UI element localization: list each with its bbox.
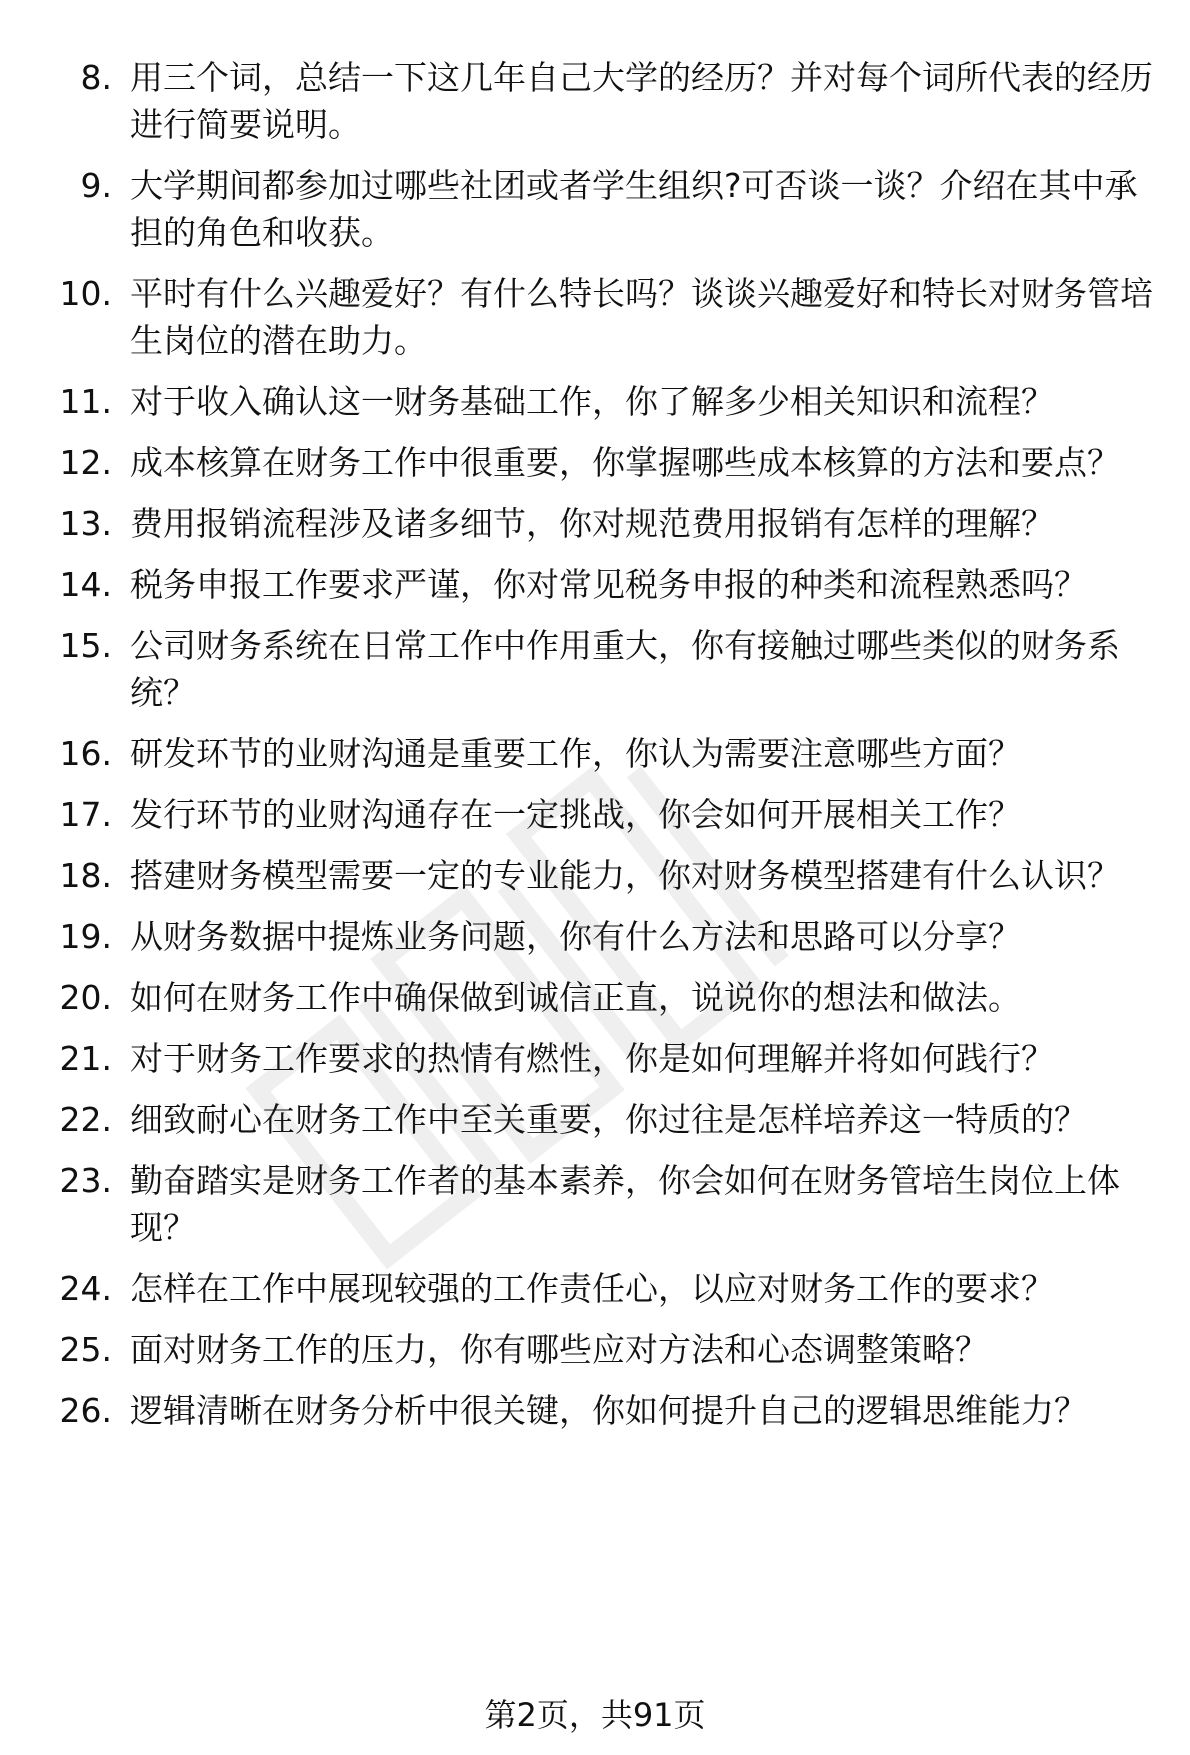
question-number: 11. [59,382,112,421]
question-number: 12. [59,443,112,482]
question-item [56,1265,1166,1312]
question-number: 8. [80,58,112,97]
question-number: 13. [59,504,112,543]
question-text: 平时有什么兴趣爱好？有什么特长吗？谈谈兴趣爱好和特长对财务管培生岗位的潜在助力。 [130,274,1153,360]
question-number: 14. [59,565,112,604]
question-text: 从财务数据中提炼业务问题，你有什么方法和思路可以分享？ [130,917,1021,956]
question-item [56,561,1166,608]
question-item [56,913,1166,960]
question-text: 发行环节的业财沟通存在一定挑战，你会如何开展相关工作？ [130,795,1021,834]
question-text: 面对财务工作的压力，你有哪些应对方法和心态调整策略？ [130,1330,988,1369]
question-item [56,439,1166,486]
question-text: 勤奋踏实是财务工作者的基本素养，你会如何在财务管培生岗位上体现？ [130,1161,1120,1247]
question-text: 费用报销流程涉及诸多细节，你对规范费用报销有怎样的理解？ [130,504,1054,543]
question-text: 对于财务工作要求的热情有燃性，你是如何理解并将如何践行？ [130,1039,1054,1078]
question-item [56,270,1166,364]
question-number: 22. [59,1100,112,1139]
question-item [56,974,1166,1021]
question-item [56,1387,1166,1434]
question-item [56,1157,1166,1251]
question-number: 15. [59,626,112,665]
question-number: 9. [80,166,112,205]
question-item [56,730,1166,777]
question-text: 研发环节的业财沟通是重要工作，你认为需要注意哪些方面？ [130,734,1021,773]
question-list [56,54,1166,1448]
question-text: 细致耐心在财务工作中至关重要，你过往是怎样培养这一特质的？ [130,1100,1087,1139]
question-item [56,378,1166,425]
question-number: 24. [59,1269,112,1308]
question-text: 公司财务系统在日常工作中作用重大，你有接触过哪些类似的财务系统？ [130,626,1120,712]
question-text: 搭建财务模型需要一定的专业能力，你对财务模型搭建有什么认识？ [130,856,1120,895]
question-text: 用三个词，总结一下这几年自己大学的经历？并对每个词所代表的经历进行简要说明。 [130,58,1153,144]
question-number: 25. [59,1330,112,1369]
question-item [56,1326,1166,1373]
question-text: 怎样在工作中展现较强的工作责任心，以应对财务工作的要求？ [130,1269,1054,1308]
question-text: 逻辑清晰在财务分析中很关键，你如何提升自己的逻辑思维能力？ [130,1391,1087,1430]
question-text: 如何在财务工作中确保做到诚信正直，说说你的想法和做法。 [130,978,1021,1017]
question-number: 26. [59,1391,112,1430]
question-number: 19. [59,917,112,956]
question-item [56,1096,1166,1143]
question-item [56,791,1166,838]
question-item [56,1035,1166,1082]
question-text: 对于收入确认这一财务基础工作，你了解多少相关知识和流程？ [130,382,1054,421]
question-number: 18. [59,856,112,895]
question-number: 10. [59,274,112,313]
question-number: 16. [59,734,112,773]
page-footer: 第2页，共91页 [484,1696,706,1734]
question-text: 大学期间都参加过哪些社团或者学生组织?可否谈一谈？介绍在其中承担的角色和收获。 [130,166,1138,252]
question-item [56,500,1166,547]
question-item [56,852,1166,899]
question-item [56,162,1166,256]
question-item [56,54,1166,148]
question-number: 20. [59,978,112,1017]
question-item [56,622,1166,716]
question-text: 成本核算在财务工作中很重要，你掌握哪些成本核算的方法和要点？ [130,443,1120,482]
question-number: 17. [59,795,112,834]
question-number: 21. [59,1039,112,1078]
question-number: 23. [59,1161,112,1200]
question-text: 税务申报工作要求严谨，你对常见税务申报的种类和流程熟悉吗？ [130,565,1087,604]
